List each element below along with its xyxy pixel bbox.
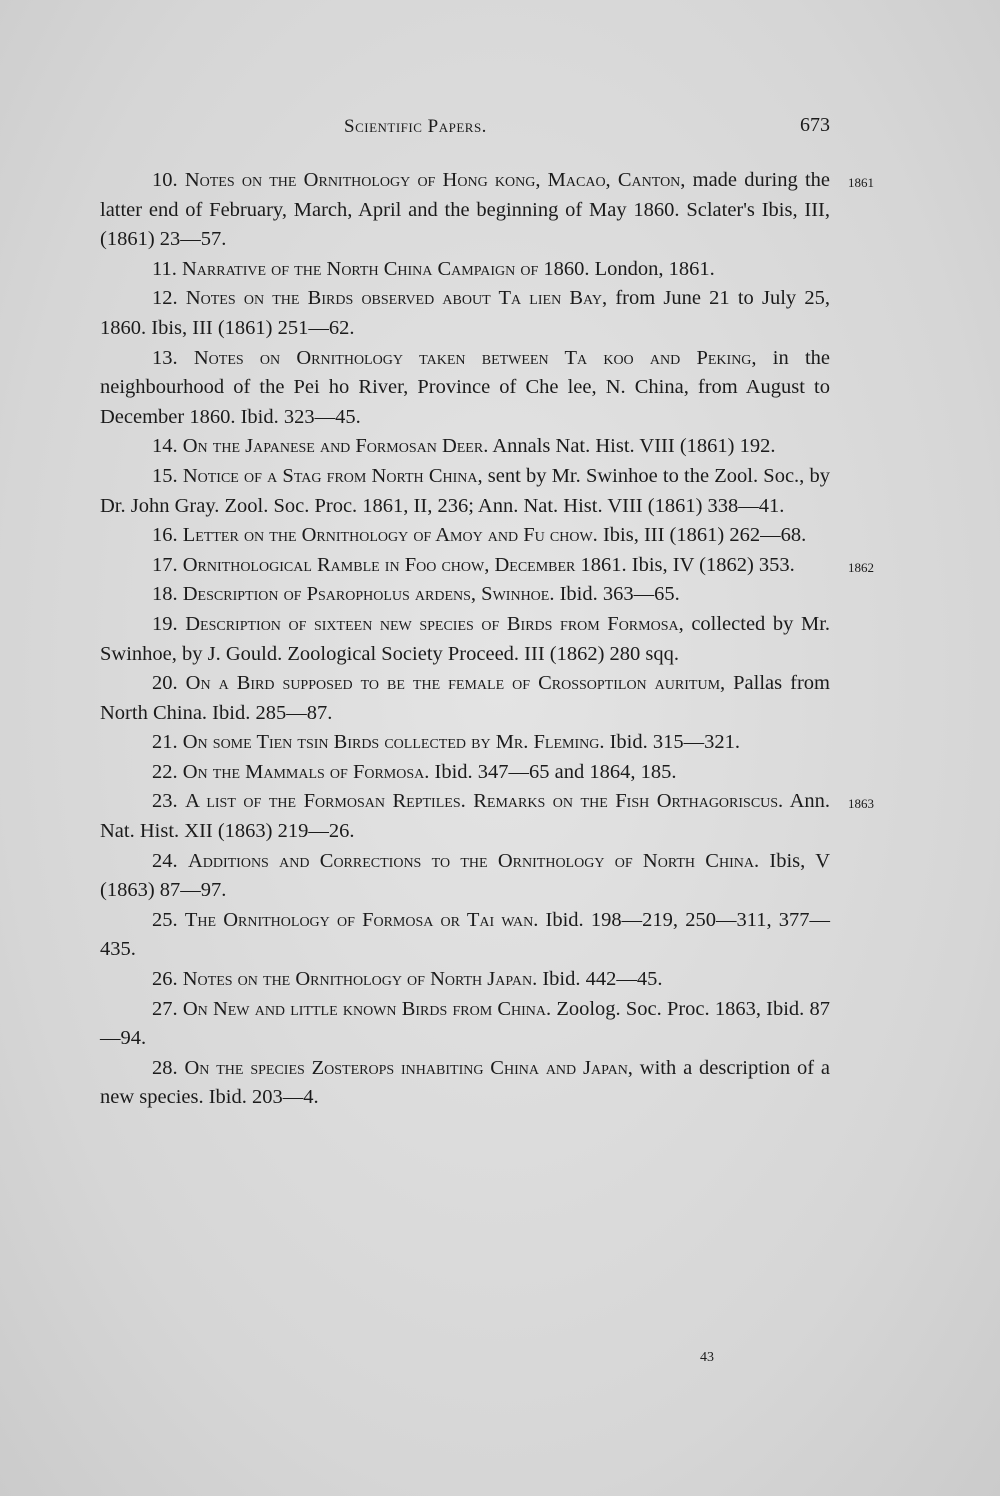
entry-number: 18. — [152, 583, 178, 606]
entry-title: Letter on the Ornithology of Amoy and Fu chow. — [182, 524, 598, 547]
list-item — [100, 166, 874, 255]
margin-year: 1863 — [848, 796, 874, 812]
list-item — [100, 965, 830, 995]
entry-title: On a Bird supposed to be the female of Crossoptilon auritum, — [185, 672, 726, 695]
entry-title: On New and little known Birds from China. — [182, 997, 552, 1020]
entry-number: 28. — [152, 1056, 178, 1079]
entry-number: 16. — [152, 524, 178, 547]
entry-title: Notes on the Birds observed about Ta lien Bay, — [185, 287, 608, 310]
entry-number: 15. — [152, 464, 178, 487]
entry-citation: Zoolog. Soc. Proc. 1863, Ibid. 87—94. — [100, 997, 831, 1050]
list-item — [100, 995, 830, 1054]
entry-citation: Pallas from North China. Ibid. 285—87. — [100, 672, 830, 724]
entry-number: 21. — [152, 731, 178, 754]
entry-title: Notes on the Ornithology of Hong kong, Macao, Canton, — [184, 169, 686, 191]
entry-citation: with a description of a new species. Ibid. 203—4. — [100, 1056, 831, 1109]
list-item — [100, 344, 830, 433]
list-item — [100, 255, 830, 285]
entry-title: Ornithological Ramble in Foo chow, December — [182, 553, 576, 576]
bibliography-list — [100, 166, 874, 1113]
list-item — [100, 1054, 830, 1113]
entry-citation: 1860. London, 1861. — [538, 257, 715, 280]
entry-citation: 1861. Ibis, IV (1862) 353. — [575, 553, 795, 576]
entry-citation: Ibis, V (1863) 87—97. — [100, 849, 831, 902]
list-item — [100, 728, 830, 758]
entry-citation: Ibid. 198—219, 250—311, 377—435. — [100, 908, 831, 961]
entry-title: Notes on the Ornithology of North Japan. — [182, 968, 538, 991]
entry-title: On the species Zosterops inhabiting China and Japan, — [184, 1056, 633, 1079]
entry-citation: Ibid. 315—321. — [604, 731, 741, 754]
entry-citation: Ibid. 442—45. — [537, 968, 663, 991]
entry-title: Description of Psaropholus ardens, Swinhoe. — [182, 583, 555, 606]
margin-year: 1862 — [848, 559, 874, 575]
list-item — [100, 551, 874, 581]
list-item — [100, 284, 830, 343]
entry-number: 10. — [152, 169, 178, 191]
entry-citation: collected by Mr. Swinhoe, by J. Gould. Zoological Society Proceed. III (1862) 280 sqq. — [100, 612, 831, 665]
entry-title: On some Tien tsin Birds collected by Mr. Fleming. — [182, 731, 605, 754]
entry-title: Notice of a Stag from North China, — [182, 464, 483, 487]
entry-number: 14. — [152, 435, 178, 458]
signature-mark: 43 — [700, 1350, 714, 1365]
list-item — [100, 847, 830, 906]
list-item — [100, 787, 874, 846]
entry-number: 12. — [152, 287, 178, 310]
margin-year: 1861 — [848, 175, 874, 190]
entry-number: 24. — [152, 849, 178, 872]
entry-number: 17. — [152, 553, 178, 576]
entry-number: 26. — [152, 968, 178, 991]
list-item — [100, 669, 830, 728]
entry-citation: Annals Nat. Hist. VIII (1861) 192. — [488, 435, 776, 458]
entry-citation: Ibid. 363—65. — [554, 583, 680, 606]
entry-title: A list of the Formosan Reptiles. Remarks on the Fish Orthagoriscus. — [185, 790, 784, 813]
entry-citation: in the neighbourhood of the Pei ho River, Province of Che lee, N. China, from August to December 1860. Ibid. 323—45. — [100, 346, 831, 428]
entry-title: On the Japanese and Formosan Deer. — [182, 435, 489, 458]
entry-title: The Ornithology of Formosa or Tai wan. — [184, 908, 539, 931]
entry-number: 19. — [152, 612, 178, 635]
entry-number: 27. — [152, 997, 178, 1020]
entry-title: Notes on Ornithology taken between Ta koo and Peking, — [193, 346, 757, 369]
entry-title: Narrative of the North China Campaign of — [182, 257, 539, 280]
list-item — [100, 462, 830, 521]
entry-citation: Ibis, III (1861) 262—68. — [597, 524, 807, 547]
entry-number: 11. — [152, 257, 177, 280]
list-item — [100, 521, 830, 551]
page-header — [100, 116, 830, 146]
entry-number: 22. — [152, 760, 178, 783]
entry-citation: made during the latter end of February, March, April and the beginning of May 1860. Sclater's Ibis, III, (1861) 23—57. — [100, 169, 830, 251]
entry-citation: sent by Mr. Swinhoe to the Zool. Soc., by Dr. John Gray. Zool. Soc. Proc. 1861, II, 236; Ann. Nat. Hist. VIII (1861) 338—41. — [100, 464, 830, 517]
list-item — [100, 432, 830, 462]
list-item — [100, 906, 830, 965]
list-item — [100, 580, 830, 610]
list-item — [100, 610, 830, 669]
entry-citation: from June 21 to July 25, 1860. Ibis, III (1861) 251—62. — [100, 287, 831, 339]
entry-number: 25. — [152, 908, 178, 931]
entry-title: Description of sixteen new species of Birds from Formosa, — [185, 612, 684, 635]
entry-citation: Ann. Nat. Hist. XII (1863) 219—26. — [100, 790, 831, 843]
entry-title: Additions and Corrections to the Ornithology of North China. — [187, 849, 760, 872]
running-head: Scientific Papers. — [344, 116, 487, 137]
entry-number: 13. — [152, 346, 178, 369]
entry-title: On the Mammals of Formosa. — [182, 760, 430, 783]
list-item — [100, 758, 830, 788]
page-number: 673 — [800, 114, 830, 136]
entry-number: 23. — [152, 790, 178, 813]
entry-number: 20. — [152, 672, 178, 695]
entry-citation: Ibid. 347—65 and 1864, 185. — [429, 760, 677, 783]
